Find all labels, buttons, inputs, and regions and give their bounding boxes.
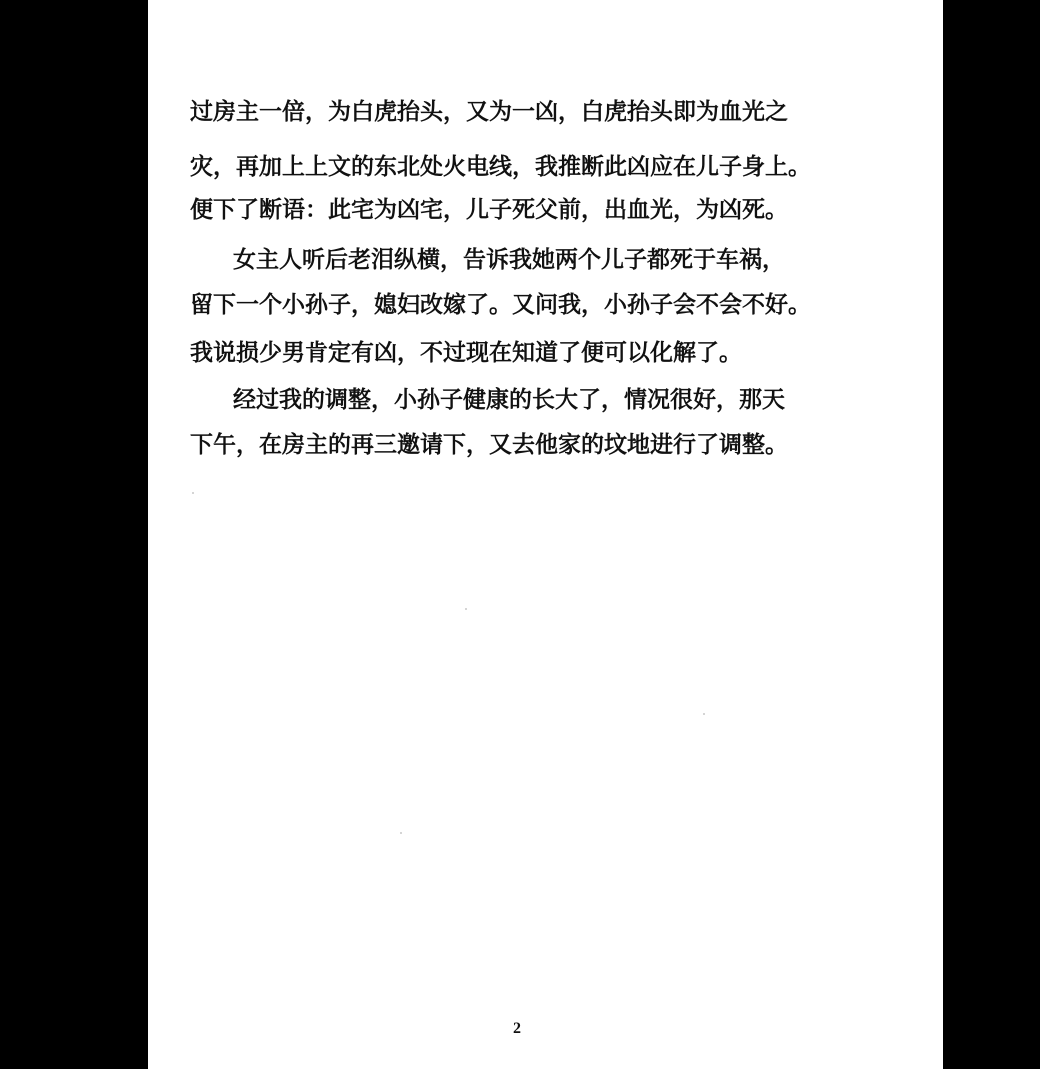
paragraph-3-line-1: 经过我的调整，小孙子健康的长大了，情况很好，那天 — [233, 386, 785, 413]
paragraph-2-line-3: 我说损少男肯定有凶，不过现在知道了便可以化解了。 — [190, 339, 742, 366]
paragraph-3-line-2: 下午，在房主的再三邀请下，又去他家的坟地进行了调整。 — [190, 431, 788, 458]
scan-speck — [465, 608, 467, 610]
paragraph-2-line-1: 女主人听后老泪纵横，告诉我她两个儿子都死于车祸， — [233, 246, 785, 273]
paragraph-2-line-2: 留下一个小孙子，媳妇改嫁了。又问我，小孙子会不会不好。 — [190, 291, 811, 318]
document-page — [148, 0, 943, 1069]
scan-speck — [192, 492, 194, 494]
paragraph-1-line-1: 过房主一倍，为白虎抬头，又为一凶，白虎抬头即为血光之 — [190, 98, 788, 125]
paragraph-1-line-3: 便下了断语：此宅为凶宅，儿子死父前，出血光，为凶死。 — [190, 196, 788, 223]
scan-speck — [400, 832, 402, 834]
paragraph-1-line-2: 灾，再加上上文的东北处火电线，我推断此凶应在儿子身上。 — [190, 153, 811, 180]
scan-speck — [703, 713, 705, 715]
page-number: 2 — [513, 1020, 521, 1037]
